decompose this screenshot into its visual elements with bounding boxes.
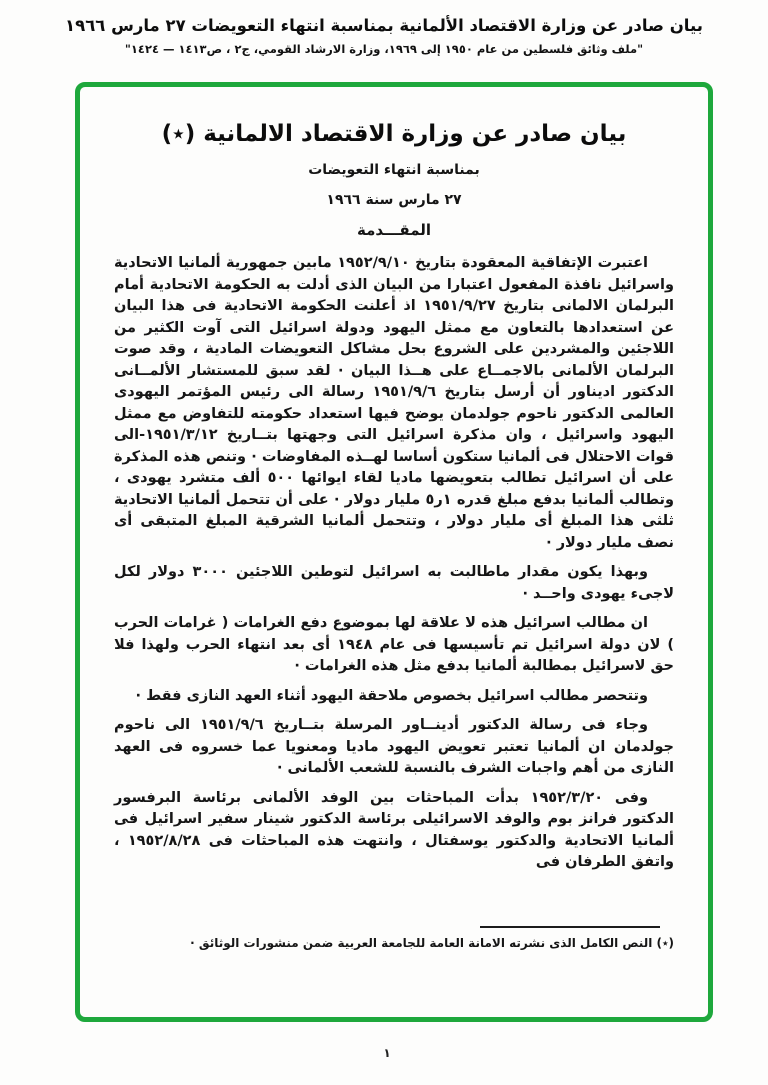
citation-header-title: بيان صادر عن وزارة الاقتصاد الألمانية بمناسبة انتهاء التعويضات ٢٧ مارس ١٩٦٦ xyxy=(65,16,703,35)
document-title: بيان صادر عن وزارة الاقتصاد الالمانية (٭) xyxy=(161,121,627,147)
body-paragraph: ان مطالب اسرائيل هذه لا علاقة لها بموضوع دفع الغرامات ( غرامات الحرب ) لان دولة اسرائيل تم تأسيسها فى عام ١٩٤٨ أى بعد انتهاء الحرب ولهذا فلا حق لاسرائيل بمطالبة ألمانيا بدفع مثل هذه الغرامات · xyxy=(114,615,675,674)
section-heading-introduction: المقـــدمة xyxy=(356,221,432,239)
body-paragraph: وتتحصر مطالب اسرائيل بخصوص ملاحقة اليهود أثناء العهد النازى فقط · xyxy=(135,687,648,704)
document-date-line: ٢٧ مارس سنة ١٩٦٦ xyxy=(326,192,462,208)
body-paragraph: اعتبرت الإتفاقية المعقودة بتاريخ ١٩٥٢/٩/١٠ مابين جمهورية ألمانيا الاتحادية واسرائيل نافذة المفعول اعتبارا من البيان الذى أدلت به الحكومة الاتحادية أمام البرلمان الالمانى بتاريخ ١٩٥١/٩/٢٧ اذ أعلنت الحكومة الاتحادية فى هذا البيان عن استعدادها بالتعاون مع ممثل اليهود ودولة اسرائيل التى آوت الكثير من اللاجئين والمشردين على الشروع بحل مشاكل التعويضات المادية ، وقد صوت البرلمان الألمانى بالاجمــاع على هــذا البيان · لقد سبق للمستشار الألمــانى الدكتور اديناور أن أرسل بتاريخ ١٩٥١/٩/٦ رسالة الى رئيس المؤتمر اليهودى العالمى الدكتور ناحوم جولدمان يوضح فيها استعداد حكومته للتفاوض مع ممثل اليهود واسرائيل ، وان مذكرة اسرائيل التى وجهتها بتــاريخ ١٩٥١/٣/١٢-الى قوات الاحتلال فى ألمانيا ستكون أساسا لهــذه المفاوضات · وتنص هذه المذكرة على أن اسرائيل تطالب بتعويضها ماديا لقاء ايوائها ٥٠٠ ألف متشرد يهودى ، وتطالب ألمانيا بدفع مبلغ قدره ١ر٥ مليار دولار · على أن تتحمل ألمانيا الاتحادية ثلثى هذا المبلغ أى مليار دولار ، وتتحمل ألمانيا الشرقية المبلغ المتبقى أى نصف مليار دولار · xyxy=(114,255,675,551)
green-border-frame xyxy=(75,82,713,1022)
footnote-divider xyxy=(480,926,660,928)
footnote-block xyxy=(114,926,674,951)
page-number: ١ xyxy=(383,1046,391,1060)
document-content xyxy=(80,121,708,1051)
document-body xyxy=(114,253,674,874)
body-paragraph: وبهذا يكون مقدار ماطالبت به اسرائيل لتوطين اللاجئين ٣٠٠٠ دولار لكل لاجىء يهودى واحــد · xyxy=(114,564,674,602)
body-paragraph: وجاء فى رسالة الدكتور أدينــاور المرسلة بتــاريخ ١٩٥١/٩/٦ الى ناحوم جولدمان ان ألمانيا تعتبر تعويض اليهود ماديا ومعنويا عما خسروه فى العهد النازى من أهم واجبات الشرف بالنسبة للشعب الألمانى · xyxy=(114,717,674,776)
document-subtitle: بمناسبة انتهاء التعويضات xyxy=(308,162,480,178)
citation-header-source: "ملف وثائق فلسطين من عام ١٩٥٠ إلى ١٩٦٩، وزارة الارشاد القومي، ج٢ ، ص١٤١٣ — ١٤٢٤" xyxy=(124,42,644,56)
citation-header xyxy=(0,16,768,56)
footnote-text: (٭) النص الكامل الذى نشرته الامانة العامة للجامعة العربية ضمن منشورات الوثائق · xyxy=(190,936,674,950)
body-paragraph: وفى ١٩٥٢/٣/٢٠ بدأت المباحثات بين الوفد الألمانى برئاسة البرفسور الدكتور فرانز بوم والوفد الاسرائيلى برئاسة الدكتور شينار سفير اسرائيل فى ألمانيا الاتحادية والدكتور يوسفتال ، وانتهت هذه المباحثات فى ١٩٥٢/٨/٢٨ ، واتفق الطرفان فى xyxy=(114,789,674,870)
